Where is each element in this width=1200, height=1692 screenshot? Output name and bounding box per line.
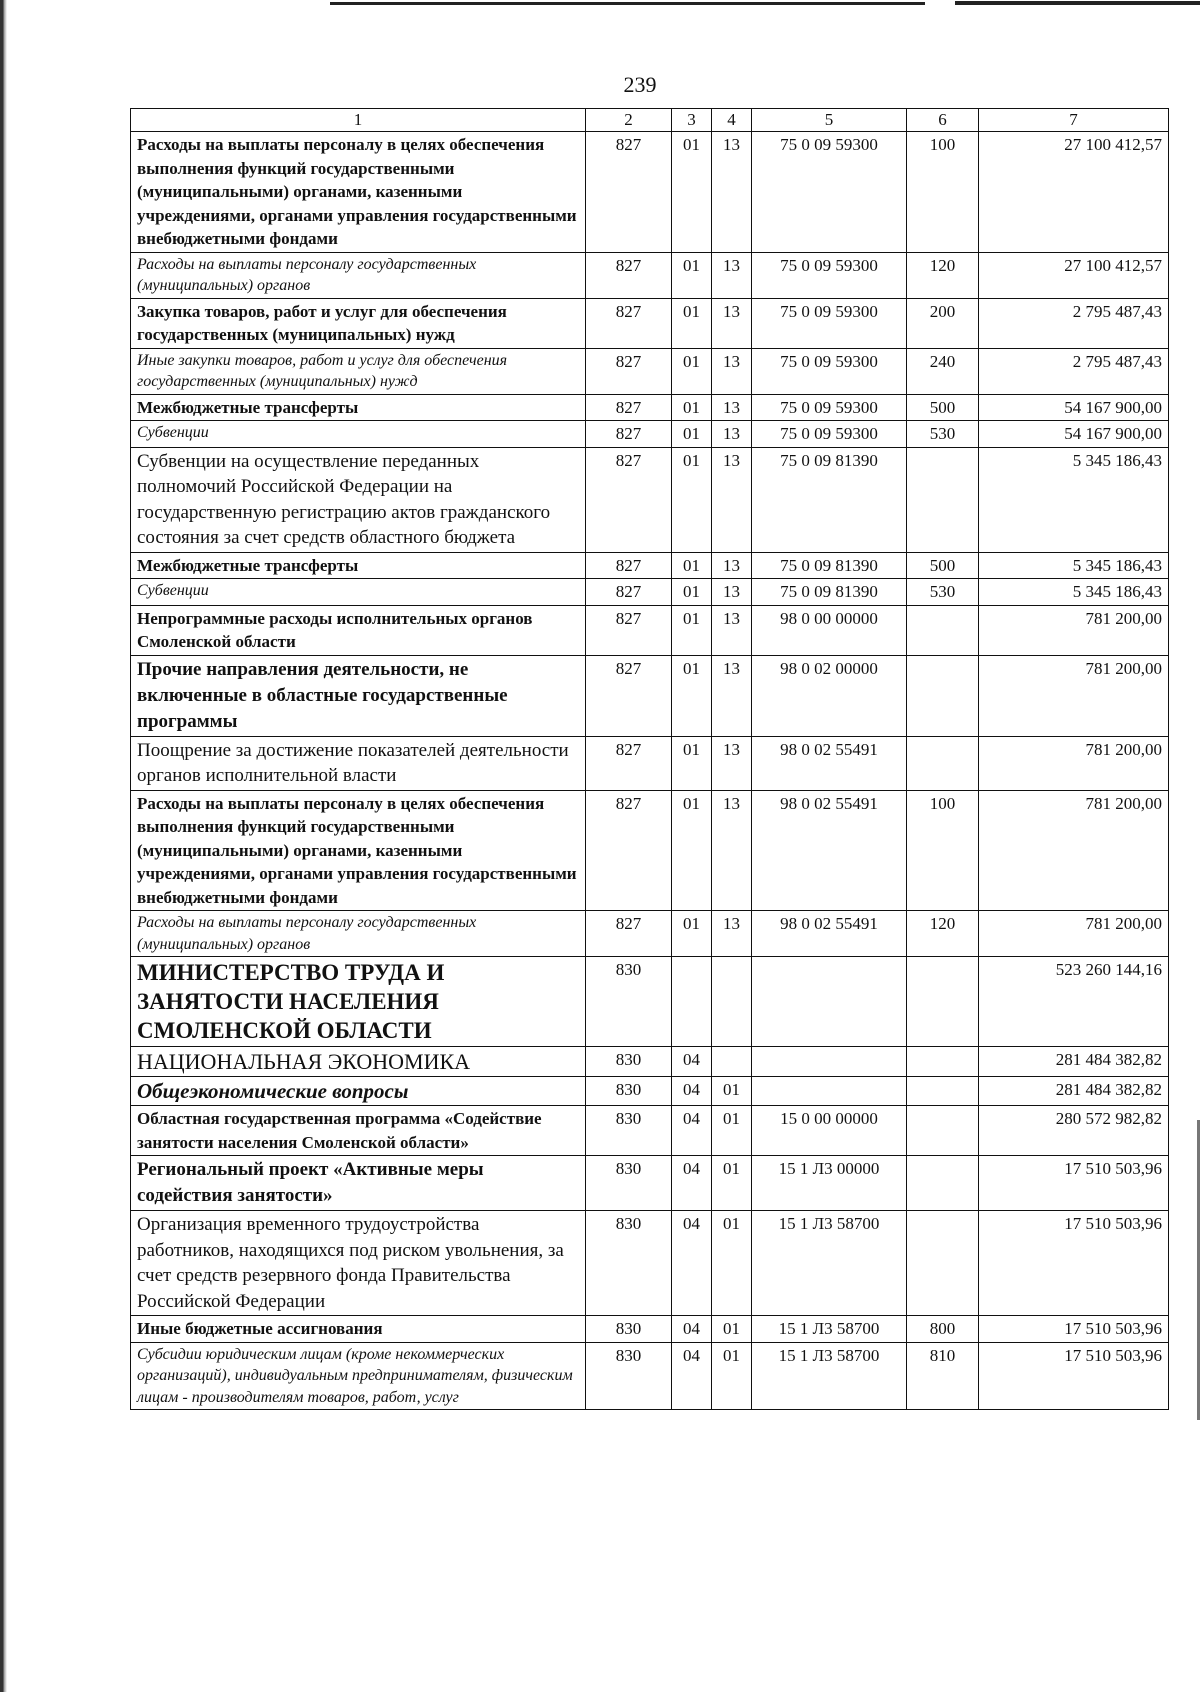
row-amount: 5 345 186,43 bbox=[979, 579, 1169, 606]
row-amount: 5 345 186,43 bbox=[979, 447, 1169, 552]
row-name: Межбюджетные трансферты bbox=[131, 552, 586, 579]
row-admin-code: 827 bbox=[586, 605, 672, 655]
table-row bbox=[131, 1316, 1169, 1343]
row-name: Субвенции bbox=[131, 579, 586, 606]
table-row bbox=[131, 252, 1169, 298]
row-admin-code: 827 bbox=[586, 447, 672, 552]
row-subsection-code: 01 bbox=[712, 1342, 752, 1410]
row-subsection-code: 01 bbox=[712, 1211, 752, 1316]
row-subsection-code: 13 bbox=[712, 736, 752, 790]
row-amount: 54 167 900,00 bbox=[979, 421, 1169, 448]
row-expense-type: 530 bbox=[907, 421, 979, 448]
row-target-article: 75 0 09 59300 bbox=[752, 132, 907, 253]
row-name: Поощрение за достижение показателей деятельности органов исполнительной власти bbox=[131, 736, 586, 790]
row-name: МИНИСТЕРСТВО ТРУДА И ЗАНЯТОСТИ НАСЕЛЕНИЯ СМОЛЕНСКОЙ ОБЛАСТИ bbox=[131, 957, 586, 1047]
column-header: 4 bbox=[712, 109, 752, 132]
table-row bbox=[131, 655, 1169, 736]
row-target-article: 75 0 09 59300 bbox=[752, 394, 907, 421]
table-row bbox=[131, 421, 1169, 448]
row-expense-type bbox=[907, 605, 979, 655]
column-header: 7 bbox=[979, 109, 1169, 132]
row-admin-code: 827 bbox=[586, 655, 672, 736]
row-admin-code: 827 bbox=[586, 421, 672, 448]
row-expense-type: 200 bbox=[907, 298, 979, 348]
row-admin-code: 827 bbox=[586, 132, 672, 253]
row-subsection-code: 01 bbox=[712, 1106, 752, 1156]
row-section-code: 01 bbox=[672, 790, 712, 911]
table-row bbox=[131, 1077, 1169, 1106]
table-row bbox=[131, 1047, 1169, 1077]
table-body bbox=[131, 132, 1169, 1410]
row-name: Общеэкономические вопросы bbox=[131, 1077, 586, 1106]
row-amount: 281 484 382,82 bbox=[979, 1047, 1169, 1077]
row-expense-type bbox=[907, 1211, 979, 1316]
row-name: Иные бюджетные ассигнования bbox=[131, 1316, 586, 1343]
table-row bbox=[131, 1156, 1169, 1211]
row-expense-type: 500 bbox=[907, 394, 979, 421]
row-section-code: 04 bbox=[672, 1047, 712, 1077]
row-subsection-code: 01 bbox=[712, 1316, 752, 1343]
row-admin-code: 830 bbox=[586, 1047, 672, 1077]
page-number: 239 bbox=[623, 72, 657, 97]
row-admin-code: 827 bbox=[586, 790, 672, 911]
column-header: 6 bbox=[907, 109, 979, 132]
row-target-article bbox=[752, 1077, 907, 1106]
table-row bbox=[131, 736, 1169, 790]
row-amount: 17 510 503,96 bbox=[979, 1342, 1169, 1410]
row-subsection-code bbox=[712, 957, 752, 1047]
row-name: НАЦИОНАЛЬНАЯ ЭКОНОМИКА bbox=[131, 1047, 586, 1077]
row-expense-type bbox=[907, 655, 979, 736]
row-subsection-code: 01 bbox=[712, 1156, 752, 1211]
row-subsection-code bbox=[712, 1047, 752, 1077]
row-expense-type bbox=[907, 1047, 979, 1077]
row-amount: 27 100 412,57 bbox=[979, 252, 1169, 298]
row-subsection-code: 13 bbox=[712, 605, 752, 655]
row-section-code: 04 bbox=[672, 1342, 712, 1410]
row-expense-type: 500 bbox=[907, 552, 979, 579]
row-subsection-code: 13 bbox=[712, 447, 752, 552]
row-subsection-code: 13 bbox=[712, 579, 752, 606]
row-admin-code: 827 bbox=[586, 348, 672, 394]
row-name: Расходы на выплаты персоналу в целях обеспечения выполнения функций государственными (муниципальными) органами, казенными учреждениями, органами управления государственными внебюджетными фондами bbox=[131, 790, 586, 911]
row-target-article: 75 0 09 59300 bbox=[752, 421, 907, 448]
row-expense-type bbox=[907, 447, 979, 552]
row-name: Межбюджетные трансферты bbox=[131, 394, 586, 421]
row-amount: 781 200,00 bbox=[979, 736, 1169, 790]
row-section-code: 04 bbox=[672, 1211, 712, 1316]
row-section-code: 01 bbox=[672, 421, 712, 448]
row-target-article: 75 0 09 59300 bbox=[752, 348, 907, 394]
row-section-code: 01 bbox=[672, 348, 712, 394]
row-target-article: 75 0 09 81390 bbox=[752, 447, 907, 552]
row-name: Организация временного трудоустройства работников, находящихся под риском увольнения, за счет средств резервного фонда Правительства Российской Федерации bbox=[131, 1211, 586, 1316]
column-header: 3 bbox=[672, 109, 712, 132]
table-row bbox=[131, 1342, 1169, 1410]
row-subsection-code: 13 bbox=[712, 298, 752, 348]
row-amount: 781 200,00 bbox=[979, 605, 1169, 655]
row-amount: 17 510 503,96 bbox=[979, 1316, 1169, 1343]
table-row bbox=[131, 957, 1169, 1047]
row-amount: 5 345 186,43 bbox=[979, 552, 1169, 579]
row-amount: 523 260 144,16 bbox=[979, 957, 1169, 1047]
row-admin-code: 827 bbox=[586, 736, 672, 790]
row-target-article: 15 0 00 00000 bbox=[752, 1106, 907, 1156]
row-expense-type: 120 bbox=[907, 911, 979, 957]
row-name: Расходы на выплаты персоналу государственных (муниципальных) органов bbox=[131, 252, 586, 298]
row-admin-code: 830 bbox=[586, 1077, 672, 1106]
row-target-article bbox=[752, 957, 907, 1047]
row-target-article: 98 0 02 55491 bbox=[752, 911, 907, 957]
row-target-article: 98 0 00 00000 bbox=[752, 605, 907, 655]
row-section-code: 01 bbox=[672, 132, 712, 253]
row-amount: 54 167 900,00 bbox=[979, 394, 1169, 421]
row-section-code: 01 bbox=[672, 911, 712, 957]
row-admin-code: 830 bbox=[586, 1156, 672, 1211]
row-name: Субвенции bbox=[131, 421, 586, 448]
row-name: Областная государственная программа «Содействие занятости населения Смоленской области» bbox=[131, 1106, 586, 1156]
row-section-code: 04 bbox=[672, 1156, 712, 1211]
table-row bbox=[131, 348, 1169, 394]
row-name: Закупка товаров, работ и услуг для обеспечения государственных (муниципальных) нужд bbox=[131, 298, 586, 348]
row-subsection-code: 13 bbox=[712, 911, 752, 957]
row-name: Расходы на выплаты персоналу государственных (муниципальных) органов bbox=[131, 911, 586, 957]
row-expense-type bbox=[907, 1156, 979, 1211]
row-admin-code: 830 bbox=[586, 1316, 672, 1343]
row-target-article: 98 0 02 55491 bbox=[752, 790, 907, 911]
scan-line-top bbox=[330, 2, 925, 5]
row-amount: 2 795 487,43 bbox=[979, 298, 1169, 348]
row-name: Субсидии юридическим лицам (кроме некоммерческих организаций), индивидуальным предпринимателям, физическим лицам - производителям товаров, работ, услуг bbox=[131, 1342, 586, 1410]
row-subsection-code: 13 bbox=[712, 348, 752, 394]
column-header-row bbox=[131, 109, 1169, 132]
row-target-article: 75 0 09 59300 bbox=[752, 252, 907, 298]
table-row bbox=[131, 605, 1169, 655]
table-row bbox=[131, 447, 1169, 552]
row-section-code: 04 bbox=[672, 1316, 712, 1343]
row-expense-type: 120 bbox=[907, 252, 979, 298]
row-amount: 2 795 487,43 bbox=[979, 348, 1169, 394]
row-section-code: 01 bbox=[672, 394, 712, 421]
table-row bbox=[131, 1106, 1169, 1156]
row-target-article: 15 1 Л3 00000 bbox=[752, 1156, 907, 1211]
row-target-article: 98 0 02 00000 bbox=[752, 655, 907, 736]
row-section-code: 01 bbox=[672, 605, 712, 655]
row-subsection-code: 01 bbox=[712, 1077, 752, 1106]
column-header: 2 bbox=[586, 109, 672, 132]
scan-line-top-right bbox=[955, 1, 1200, 5]
row-section-code: 04 bbox=[672, 1077, 712, 1106]
row-subsection-code: 13 bbox=[712, 655, 752, 736]
row-amount: 17 510 503,96 bbox=[979, 1211, 1169, 1316]
table-row bbox=[131, 132, 1169, 253]
row-amount: 781 200,00 bbox=[979, 911, 1169, 957]
row-target-article: 15 1 Л3 58700 bbox=[752, 1211, 907, 1316]
row-admin-code: 827 bbox=[586, 394, 672, 421]
table-row bbox=[131, 1211, 1169, 1316]
row-target-article: 75 0 09 59300 bbox=[752, 298, 907, 348]
scan-edge-left bbox=[0, 0, 7, 1692]
row-subsection-code: 13 bbox=[712, 421, 752, 448]
row-target-article bbox=[752, 1047, 907, 1077]
row-admin-code: 827 bbox=[586, 579, 672, 606]
row-expense-type bbox=[907, 736, 979, 790]
row-section-code bbox=[672, 957, 712, 1047]
row-expense-type bbox=[907, 957, 979, 1047]
row-admin-code: 827 bbox=[586, 252, 672, 298]
budget-table bbox=[130, 108, 1169, 1410]
row-amount: 281 484 382,82 bbox=[979, 1077, 1169, 1106]
table-row bbox=[131, 579, 1169, 606]
row-admin-code: 830 bbox=[586, 1342, 672, 1410]
row-target-article: 75 0 09 81390 bbox=[752, 579, 907, 606]
row-admin-code: 827 bbox=[586, 552, 672, 579]
row-subsection-code: 13 bbox=[712, 252, 752, 298]
row-name: Субвенции на осуществление переданных полномочий Российской Федерации на государственную регистрацию актов гражданского состояния за счет средств областного бюджета bbox=[131, 447, 586, 552]
row-subsection-code: 13 bbox=[712, 394, 752, 421]
row-target-article: 15 1 Л3 58700 bbox=[752, 1342, 907, 1410]
row-expense-type: 240 bbox=[907, 348, 979, 394]
row-name: Прочие направления деятельности, не включенные в областные государственные программы bbox=[131, 655, 586, 736]
table-row bbox=[131, 552, 1169, 579]
row-amount: 781 200,00 bbox=[979, 655, 1169, 736]
row-expense-type: 800 bbox=[907, 1316, 979, 1343]
row-amount: 781 200,00 bbox=[979, 790, 1169, 911]
row-amount: 27 100 412,57 bbox=[979, 132, 1169, 253]
row-expense-type: 100 bbox=[907, 790, 979, 911]
row-name: Непрограммные расходы исполнительных органов Смоленской области bbox=[131, 605, 586, 655]
row-target-article: 15 1 Л3 58700 bbox=[752, 1316, 907, 1343]
row-admin-code: 830 bbox=[586, 957, 672, 1047]
row-section-code: 01 bbox=[672, 579, 712, 606]
row-admin-code: 830 bbox=[586, 1106, 672, 1156]
row-admin-code: 827 bbox=[586, 298, 672, 348]
row-section-code: 01 bbox=[672, 252, 712, 298]
row-expense-type bbox=[907, 1106, 979, 1156]
table-row bbox=[131, 790, 1169, 911]
row-target-article: 75 0 09 81390 bbox=[752, 552, 907, 579]
row-subsection-code: 13 bbox=[712, 790, 752, 911]
row-target-article: 98 0 02 55491 bbox=[752, 736, 907, 790]
row-section-code: 01 bbox=[672, 736, 712, 790]
column-header: 1 bbox=[131, 109, 586, 132]
row-name: Расходы на выплаты персоналу в целях обеспечения выполнения функций государственными (муниципальными) органами, казенными учреждениями, органами управления государственными внебюджетными фондами bbox=[131, 132, 586, 253]
row-admin-code: 830 bbox=[586, 1211, 672, 1316]
row-amount: 17 510 503,96 bbox=[979, 1156, 1169, 1211]
table-row bbox=[131, 394, 1169, 421]
row-amount: 280 572 982,82 bbox=[979, 1106, 1169, 1156]
row-section-code: 01 bbox=[672, 298, 712, 348]
row-name: Иные закупки товаров, работ и услуг для обеспечения государственных (муниципальных) нужд bbox=[131, 348, 586, 394]
table-row bbox=[131, 911, 1169, 957]
row-section-code: 01 bbox=[672, 447, 712, 552]
row-expense-type: 100 bbox=[907, 132, 979, 253]
row-subsection-code: 13 bbox=[712, 132, 752, 253]
table-row bbox=[131, 298, 1169, 348]
row-section-code: 04 bbox=[672, 1106, 712, 1156]
row-expense-type bbox=[907, 1077, 979, 1106]
column-header: 5 bbox=[752, 109, 907, 132]
row-section-code: 01 bbox=[672, 552, 712, 579]
row-name: Региональный проект «Активные меры содействия занятости» bbox=[131, 1156, 586, 1211]
row-section-code: 01 bbox=[672, 655, 712, 736]
row-admin-code: 827 bbox=[586, 911, 672, 957]
row-subsection-code: 13 bbox=[712, 552, 752, 579]
row-expense-type: 810 bbox=[907, 1342, 979, 1410]
row-expense-type: 530 bbox=[907, 579, 979, 606]
